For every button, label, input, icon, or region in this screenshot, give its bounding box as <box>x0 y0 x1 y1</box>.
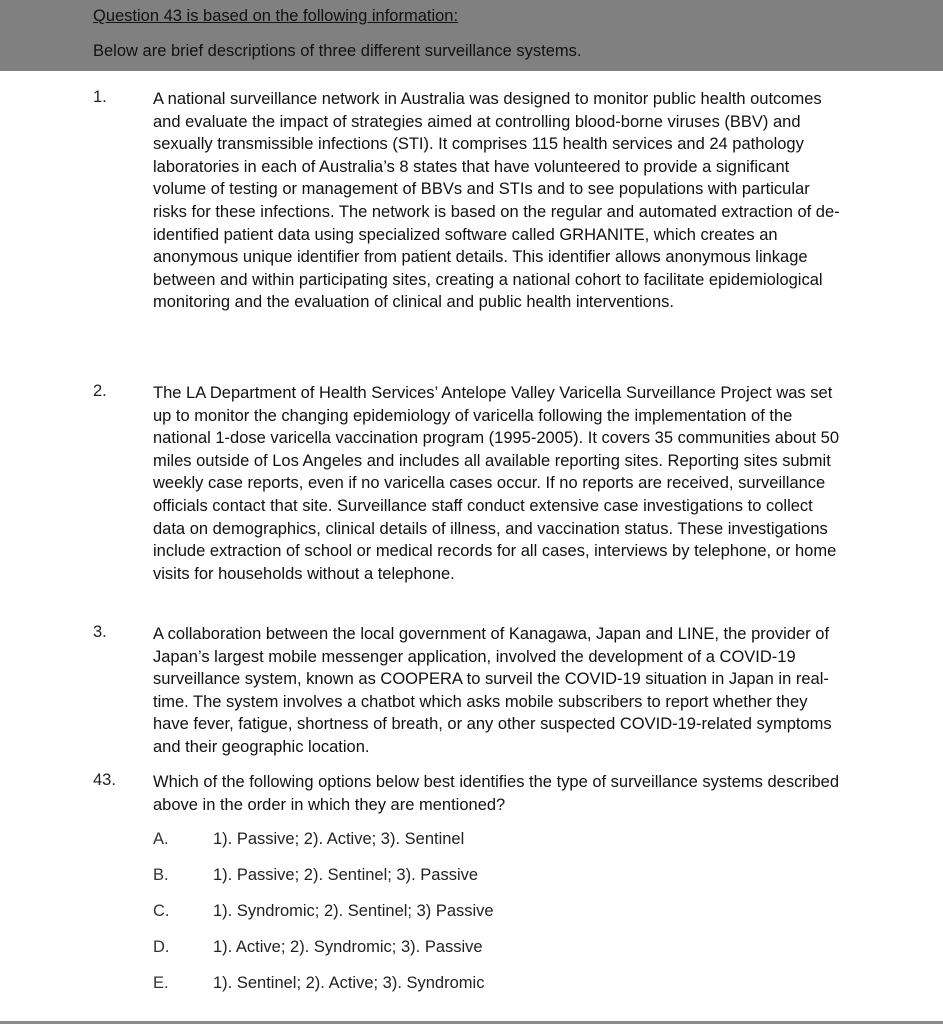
item-number: 1. <box>93 88 107 106</box>
banner-intro: Below are brief descriptions of three different surveillance systems. <box>93 42 582 60</box>
option-text: 1). Passive; 2). Sentinel; 3). Passive <box>213 866 479 884</box>
item-number: 3. <box>93 623 107 641</box>
option-letter: B. <box>153 866 169 884</box>
answer-option-e[interactable] <box>0 974 943 998</box>
item-text: A collaboration between the local government of Kanagawa, Japan and LINE, the provider of Japan’s largest mobile messenger application, involved the development of a COVID-19 surveillance system, known as COOPERA to surveil the COVID-19 situation in Japan in real-time. The system involves a chatbot which asks mobile subscribers to report whether they have fever, fatigue, shortness of breath, or any other suspected COVID-19-related symptoms and their geographic location. <box>153 625 832 756</box>
answer-option-c[interactable] <box>0 902 943 926</box>
banner-heading: Question 43 is based on the following information: <box>93 7 459 25</box>
answer-option-b[interactable] <box>0 866 943 890</box>
question-number: 43. <box>93 771 116 789</box>
option-text: 1). Active; 2). Syndromic; 3). Passive <box>213 938 483 956</box>
option-text: 1). Passive; 2). Active; 3). Sentinel <box>213 830 465 848</box>
info-banner <box>0 0 943 71</box>
item-text: A national surveillance network in Australia was designed to monitor public health outcomes and evaluate the impact of strategies aimed at controlling blood-borne viruses (BBV) and sexually transmissible infections (STI). It comprises 115 health services and 24 pathology laboratories in each of Australia’s 8 states that have volunteered to provide a significant volume of testing or management of BBVs and STIs and to see populations with particular risks for these infections. The network is based on the regular and automated extraction of de-identified patient data using specialized software called GRHANITE, which creates an anonymous unique identifier from patient details. This identifier allows anonymous linkage between and within participating sites, creating a national cohort to facilitate epidemiological monitoring and the evaluation of clinical and public health interventions. <box>153 90 840 312</box>
answer-option-a[interactable] <box>0 830 943 854</box>
option-text: 1). Syndromic; 2). Sentinel; 3) Passive <box>213 902 494 920</box>
option-letter: D. <box>153 938 170 956</box>
option-letter: E. <box>153 974 169 992</box>
option-letter: C. <box>153 902 170 920</box>
question-text: Which of the following options below best identifies the type of surveillance systems described above in the order in which they are mentioned? <box>153 773 840 814</box>
item-number: 2. <box>93 382 107 400</box>
item-text: The LA Department of Health Services’ Antelope Valley Varicella Surveillance Project was set up to monitor the changing epidemiology of varicella following the implementation of the national 1-dose varicella vaccination program (1995-2005). It covers 35 communities about 50 miles outside of Los Angeles and includes all available reporting sites. Reporting sites submit weekly case reports, even if no varicella cases occur. If no reports are received, surveillance officials contact that site. Surveillance staff conduct extensive case investigations to collect data on demographics, clinical details of illness, and vaccination status. These investigations include extraction of school or medical records for all cases, interviews by telephone, or home visits for households without a telephone. <box>153 384 840 583</box>
option-letter: A. <box>153 830 169 848</box>
option-text: 1). Sentinel; 2). Active; 3). Syndromic <box>213 974 485 992</box>
answer-option-d[interactable] <box>0 938 943 962</box>
